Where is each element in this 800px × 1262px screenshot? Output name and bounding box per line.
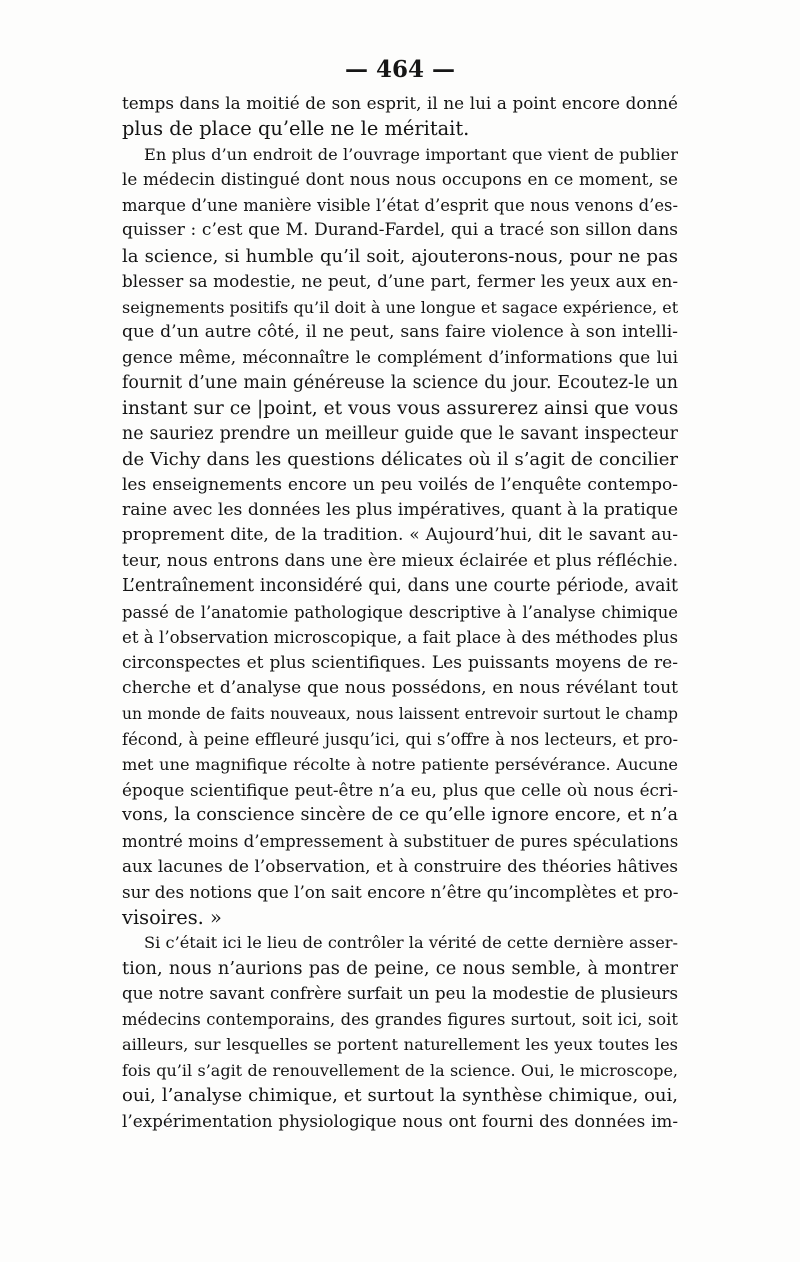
text-line: gence même, méconnaître le complément d’informations que lui [122,347,678,368]
text-line: raine avec les données les plus impératives, quant à la pratique [122,500,679,520]
text-line: proprement dite, de la tradition. « Aujourd’hui, dit le savant au- [122,525,678,546]
text-line: cherche et d’analyse que nous possédons, en nous révélant tout [122,678,678,699]
text-line: plus de place qu’elle ne le méritait. [122,117,470,141]
text-line: fécond, à peine effleuré jusqu’ici, qui s’offre à nos lecteurs, et pro- [122,729,678,749]
text-line: et à l’observation microscopique, a fait place à des méthodes plus [122,628,678,648]
text-line: L’entraînement inconsidéré qui, dans une courte période, avait [122,576,678,597]
text-line: oui, l’analyse chimique, et surtout la synthèse chimique, oui, [122,1085,678,1107]
text-line: tion, nous n’aurions pas de peine, ce nous semble, à montrer [122,957,678,979]
text-line: temps dans la moitié de son esprit, il ne lui a point encore donné [122,93,678,113]
text-line: le médecin distingué dont nous nous occupons en ce moment, se [122,169,678,190]
text-line: seignements positifs qu’il doit à une longue et sagace expérience, et [122,297,679,317]
text-line: que d’un autre côté, il ne peut, sans faire violence à son intelli- [122,321,678,342]
text-line: un monde de faits nouveaux, nous laissent entrevoir surtout le champ [122,704,678,723]
text-line: la science, si humble qu’il soit, ajouterons-nous, pour ne pas [122,245,678,267]
page-number: — 464 — [344,56,456,83]
body-text [122,91,678,1134]
text-line: visoires. » [122,906,222,929]
text-line: fournit d’une main généreuse la science du jour. Ecoutez-le un [122,372,678,393]
text-line: sur des notions que l’on sait encore n’être qu’incomplètes et pro- [122,881,679,902]
text-line: l’expérimentation physiologique nous ont fourni des données im- [122,1110,678,1131]
text-line: aux lacunes de l’observation, et à construire des théories hâtives [122,856,678,877]
text-line: de Vichy dans les questions délicates où il s’agit de concilier [122,449,678,471]
text-line: met une magnifique récolte à notre patiente persévérance. Aucune [122,755,678,775]
text-line: passé de l’anatomie pathologique descriptive à l’analyse chimique [122,602,678,622]
text-line: ailleurs, sur lesquelles se portent naturellement les yeux toutes les [122,1035,678,1055]
text-line: marque d’une manière visible l’état d’esprit que nous venons d’es- [122,195,678,215]
text-line: époque scientifique peut-être n’a eu, plus que celle où nous écri- [122,779,678,800]
text-line: médecins contemporains, des grandes figures surtout, soit ici, soit [122,1009,678,1029]
text-line: circonspectes et plus scientifiques. Les puissants moyens de re- [122,652,678,673]
text-line: les enseignements encore un peu voilés de l’enquête contempo- [122,474,678,495]
text-line: En plus d’un endroit de l’ouvrage important que vient de publier [144,144,678,164]
text-line: que notre savant confrère surfait un peu la modestie de plusieurs [122,984,678,1004]
text-line: fois qu’il s’agit de renouvellement de la science. Oui, le microscope, [122,1060,678,1080]
text-line: ne sauriez prendre un meilleur guide que le savant inspecteur [122,423,678,444]
text-line: quisser : c’est que M. Durand-Fardel, qui a tracé son sillon dans [122,220,678,241]
text-line: Si c’était ici le lieu de contrôler la vérité de cette dernière asser- [144,933,678,953]
text-line: montré moins d’empressement à substituer de pures spéculations [122,831,679,851]
text-line: teur, nous entrons dans une ère mieux éclairée et plus réfléchie. [122,550,679,571]
text-line: instant sur ce |point, et vous vous assurerez ainsi que vous [122,398,679,420]
text-line: blesser sa modestie, ne peut, d’une part, fermer les yeux aux en- [122,271,678,292]
text-line: vons, la conscience sincère de ce qu’elle ignore encore, et n’a [122,805,678,826]
